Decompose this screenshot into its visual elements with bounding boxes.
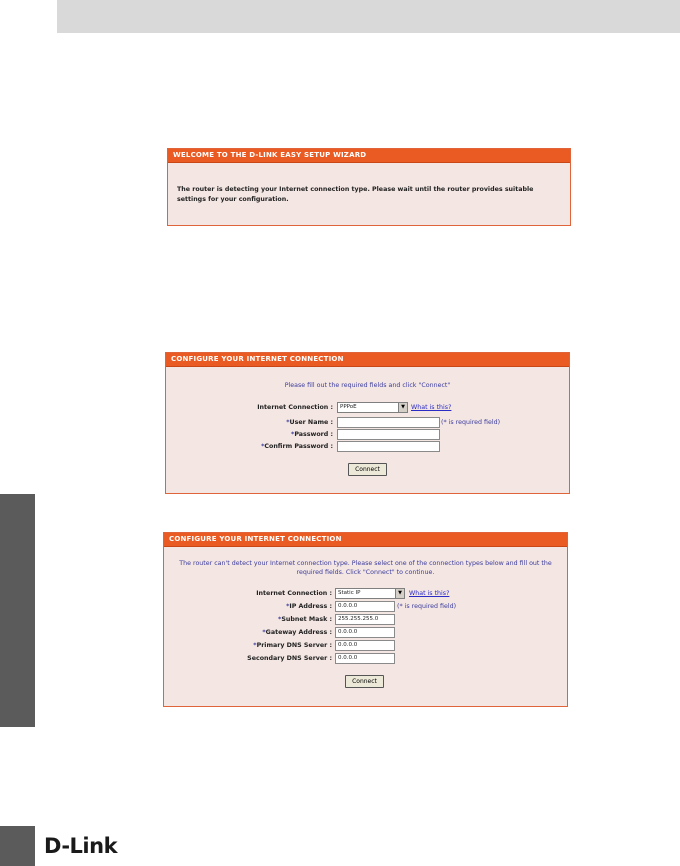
required-mark: * — [291, 431, 295, 438]
connection-type-value: Static IP — [338, 590, 361, 596]
required-mark: * — [286, 419, 290, 426]
connection-type-value: PPPoE — [340, 404, 357, 410]
subnet-mask-input[interactable]: 255.255.255.0 — [335, 614, 395, 625]
required-mark: * — [286, 603, 290, 610]
secondary-dns-input[interactable]: 0.0.0.0 — [335, 653, 395, 664]
connection-type-label: Internet Connection : — [256, 590, 332, 597]
static-hint-line1: The router can't detect your Internet connection type. Please select one of the connection types below and fill out the — [179, 560, 552, 567]
required-mark: * — [261, 443, 265, 450]
password-label-text: Password : — [294, 431, 333, 438]
primary-dns-label — [253, 640, 332, 651]
username-label-text: User Name : — [289, 419, 333, 426]
required-mark: * — [253, 642, 257, 649]
welcome-panel-title: WELCOME TO THE D-LINK EASY SETUP WIZARD — [168, 149, 570, 163]
connection-type-select[interactable] — [337, 402, 408, 413]
ip-address-input[interactable]: 0.0.0.0 — [335, 601, 395, 612]
required-mark: * — [278, 616, 282, 623]
chevron-down-icon[interactable]: ▼ — [395, 589, 404, 598]
username-input[interactable] — [337, 417, 440, 428]
required-mark: * — [262, 629, 266, 636]
confirm-password-label-text: Confirm Password : — [264, 443, 333, 450]
secondary-dns-label: Secondary DNS Server : — [247, 655, 332, 662]
chevron-down-icon[interactable]: ▼ — [398, 403, 407, 412]
confirm-password-input[interactable] — [337, 441, 440, 452]
dlink-logo: D-Link — [44, 834, 118, 858]
header-band — [57, 0, 680, 33]
what-is-this-link[interactable]: What is this? — [411, 404, 452, 411]
side-language-tab — [0, 494, 35, 727]
confirm-password-label — [261, 441, 333, 452]
password-label — [291, 429, 333, 440]
connection-type-label: Internet Connection : — [257, 404, 333, 411]
connect-button[interactable]: Connect — [345, 675, 384, 688]
subnet-mask-label — [278, 614, 332, 625]
password-input[interactable] — [337, 429, 440, 440]
username-label — [286, 417, 333, 428]
ip-address-label — [286, 601, 332, 612]
primary-dns-input[interactable]: 0.0.0.0 — [335, 640, 395, 651]
gateway-input[interactable]: 0.0.0.0 — [335, 627, 395, 638]
connect-button[interactable]: Connect — [348, 463, 387, 476]
subnet-mask-label-text: Subnet Mask : — [281, 616, 332, 623]
static-panel-title: CONFIGURE YOUR INTERNET CONNECTION — [164, 533, 567, 547]
welcome-panel — [167, 148, 571, 226]
footer-side-tab — [0, 826, 35, 866]
gateway-label — [262, 627, 332, 638]
required-note: (* is required field) — [397, 603, 457, 610]
pppoe-panel-title: CONFIGURE YOUR INTERNET CONNECTION — [166, 353, 569, 367]
pppoe-hint: Please fill out the required fields and click "Connect" — [284, 382, 451, 389]
required-note: (* is required field) — [441, 419, 501, 426]
gateway-label-text: Gateway Address : — [265, 629, 332, 636]
primary-dns-label-text: Primary DNS Server : — [256, 642, 332, 649]
static-hint-line2: required fields. Click "Connect" to continue. — [296, 569, 435, 576]
pppoe-config-panel — [165, 352, 570, 494]
welcome-message: The router is detecting your Internet connection type. Please wait until the router provides suitable settings for your configuration. — [177, 186, 534, 203]
static-ip-config-panel — [163, 532, 568, 707]
what-is-this-link[interactable]: What is this? — [409, 590, 450, 597]
ip-address-label-text: IP Address : — [289, 603, 332, 610]
connection-type-select[interactable] — [335, 588, 405, 599]
